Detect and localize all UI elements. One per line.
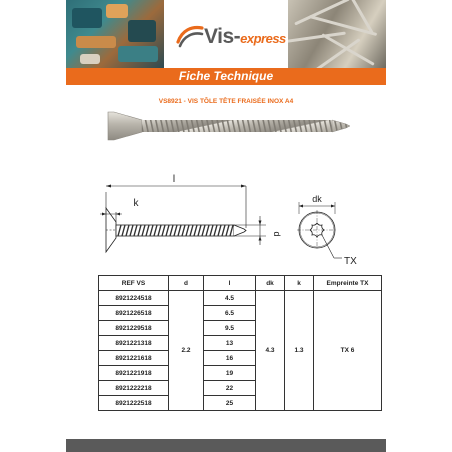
header-photo-screws [288, 0, 386, 68]
header-k: k [285, 276, 314, 291]
k-cell: 1.3 [285, 291, 314, 411]
screw-head-view [297, 202, 342, 258]
table-header-row [99, 276, 382, 291]
length-cell: 6.5 [204, 306, 256, 321]
ref-cell: 8921226518 [99, 306, 169, 321]
page-title: Fiche Technique [178, 69, 274, 83]
ref-cell: 8921229518 [99, 321, 169, 336]
tech-sheet-page [66, 0, 386, 452]
length-cell: 16 [204, 351, 256, 366]
header-d: d [169, 276, 204, 291]
dimension-k-label: k [133, 198, 139, 209]
dk-cell: 4.3 [256, 291, 285, 411]
brand-name: Vis-express [204, 25, 286, 48]
ref-cell: 8921221318 [99, 336, 169, 351]
brand-logo [176, 20, 296, 50]
dimension-dk-label: dk [312, 194, 322, 204]
brand-swoosh-icon [176, 22, 204, 48]
header-photo-tools [66, 0, 164, 68]
ref-cell: 8921221918 [99, 366, 169, 381]
header-ref: REF VS [99, 276, 169, 291]
header-tx: Empreinte TX [314, 276, 382, 291]
spec-table [98, 275, 382, 411]
ref-cell: 8921224518 [99, 291, 169, 306]
header-l: l [204, 276, 256, 291]
product-subtitle: VS8921 - VIS TÔLE TÊTE FRAISÉE INOX A4 [158, 98, 294, 105]
d-cell: 2.2 [169, 291, 204, 411]
ref-cell: 8921222218 [99, 381, 169, 396]
length-cell: 19 [204, 366, 256, 381]
length-cell: 22 [204, 381, 256, 396]
length-cell: 4.5 [204, 291, 256, 306]
table-row [99, 291, 382, 306]
length-cell: 13 [204, 336, 256, 351]
ref-cell: 8921221618 [99, 351, 169, 366]
dimension-d-label: d [272, 231, 282, 237]
dimension-l-label: l [172, 174, 176, 185]
screw-product-image [106, 106, 356, 146]
length-cell: 9.5 [204, 321, 256, 336]
ref-cell: 8921222518 [99, 396, 169, 411]
technical-drawing [96, 172, 366, 270]
tx-cell: TX 6 [314, 291, 382, 411]
header-dk: dk [256, 276, 285, 291]
screw-side-view [100, 185, 266, 253]
footer-bar [66, 439, 386, 452]
tx-drive-label: TX [344, 256, 357, 267]
length-cell: 25 [204, 396, 256, 411]
